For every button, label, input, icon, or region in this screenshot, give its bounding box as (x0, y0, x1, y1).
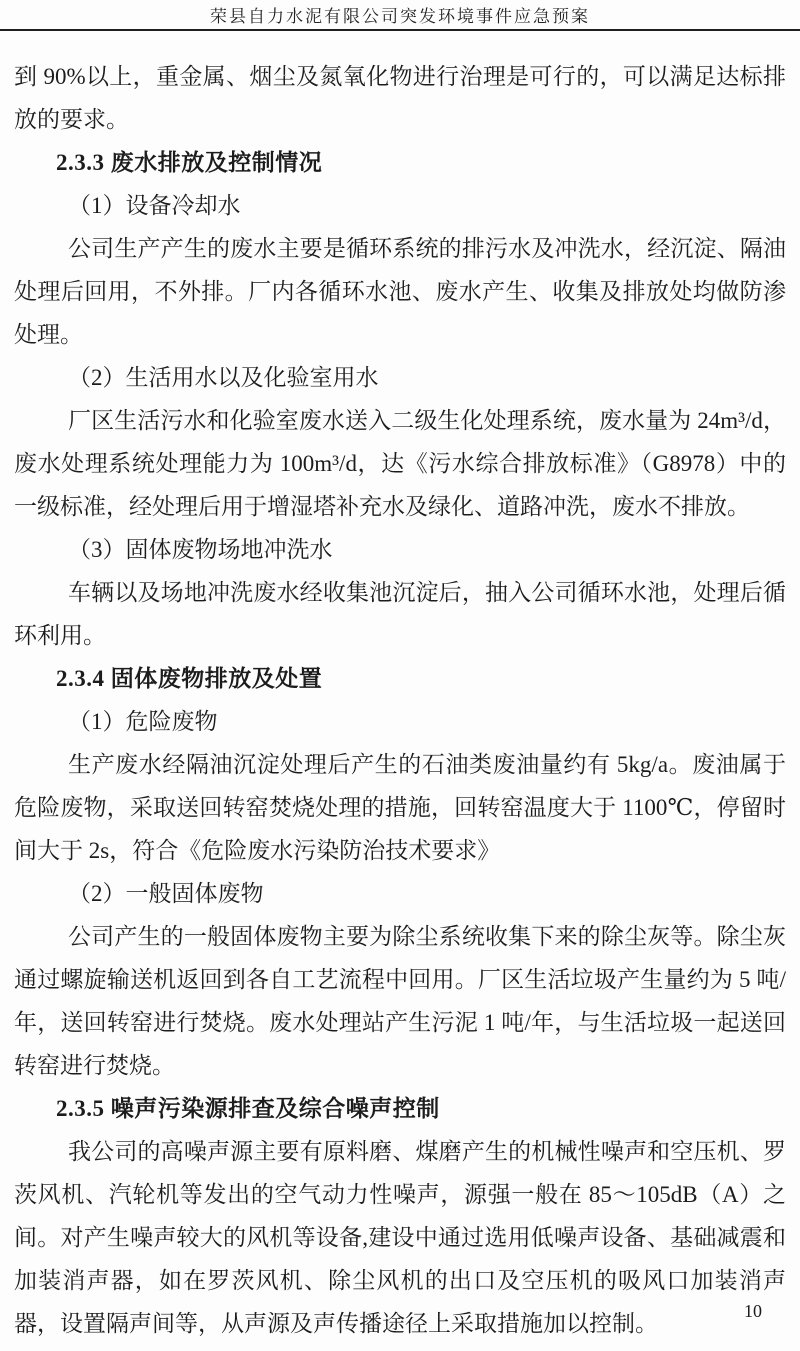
section-heading-2-3-3: 2.3.3 废水排放及控制情况 (56, 150, 323, 175)
paragraph-continuation: 到 90%以上，重金属、烟尘及氮氧化物进行治理是可行的，可以满足达标排放的要求。 (14, 64, 786, 132)
document-header-title: 荣县自力水泥有限公司突发环境事件应急预案 (210, 7, 590, 26)
paragraph: 我公司的高噪声源主要有原料磨、煤磨产生的机械性噪声和空压机、罗茨风机、汽轮机等发出的空气动力性噪声，源强一般在 85～105dB（A）之间。对产生噪声较大的风机等设备,建设中通过选用低噪声设备、基础减震和加装消声器，如在罗茨风机、除尘风机的出口及空压机的吸风口加装消声器，设置隔声间等，从声源及声传播途径上采取措施加以控制。 (14, 1139, 786, 1336)
paragraph: 生产废水经隔油沉淀处理后产生的石油类废油量约有 5kg/a。废油属于危险废物，采取送回转窑焚烧处理的措施，回转窑温度大于 1100℃，停留时间大于 2s，符合《危险废水污染防治技术要求》 (14, 752, 786, 863)
subitem-hazardous-waste: （1）危险废物 (68, 709, 218, 734)
paragraph: 公司产生的一般固体废物主要为除尘系统收集下来的除尘灰等。除尘灰通过螺旋输送机返回到各自工艺流程中回用。厂区生活垃圾产生量约为 5 吨/年，送回转窑进行焚烧。废水处理站产生污泥 1 吨/年，与生活垃圾一起送回转窑进行焚烧。 (14, 924, 786, 1078)
subitem-equipment-cooling: （1）设备冷却水 (68, 193, 241, 218)
paragraph: 公司生产产生的废水主要是循环系统的排污水及冲洗水，经沉淀、隔油处理后回用，不外排。厂内各循环水池、废水产生、收集及排放处均做防渗处理。 (14, 236, 786, 347)
document-body (0, 55, 800, 1345)
paragraph: 车辆以及场地冲洗废水经收集池沉淀后，抽入公司循环水池，处理后循环利用。 (14, 580, 786, 648)
section-heading-2-3-4: 2.3.4 固体废物排放及处置 (56, 666, 323, 691)
subitem-solid-waste-flush: （3）固体废物场地冲洗水 (68, 537, 333, 562)
subitem-general-solid-waste: （2）一般固体废物 (68, 881, 264, 906)
page-header (0, 0, 800, 31)
section-heading-2-3-5: 2.3.5 噪声污染源排查及综合噪声控制 (56, 1096, 440, 1121)
paragraph: 厂区生活污水和化验室废水送入二级生化处理系统，废水量为 24m³/d，废水处理系统处理能力为 100m³/d，达《污水综合排放标准》（G8978）中的一级标准，经处理后用于增湿塔补充水及绿化、道路冲洗，废水不排放。 (14, 408, 786, 519)
subitem-domestic-lab-water: （2）生活用水以及化验室用水 (68, 365, 379, 390)
page-number: 10 (744, 1301, 762, 1321)
